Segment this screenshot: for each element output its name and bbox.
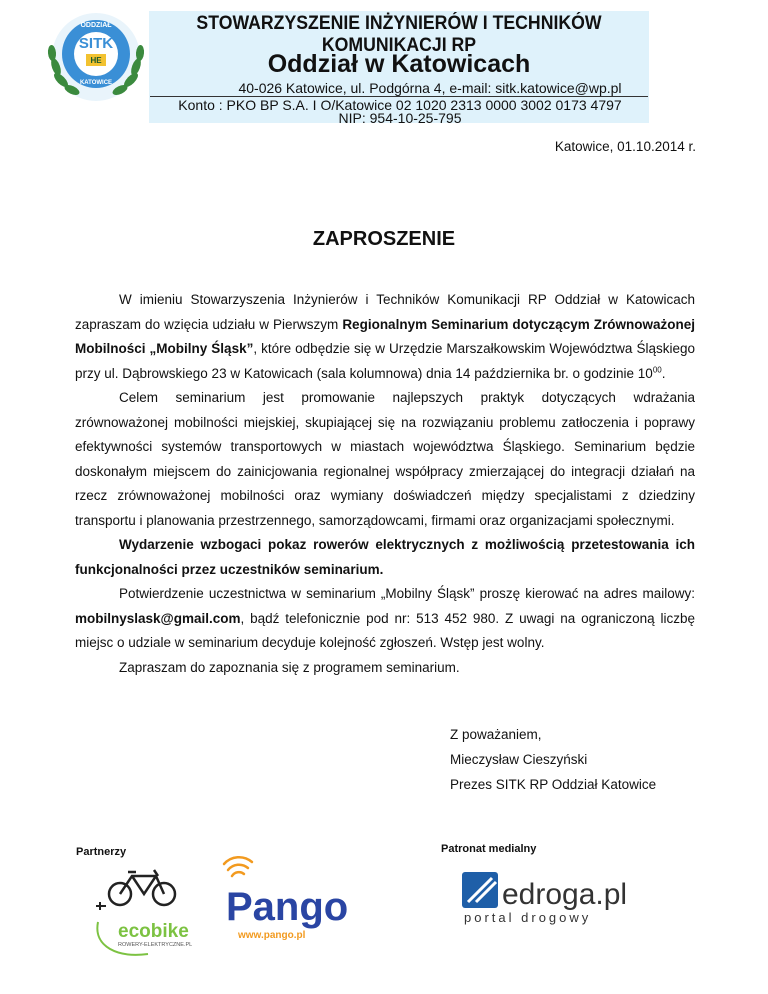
edroga-logo: [462, 868, 628, 925]
pango-name: Pango: [226, 885, 349, 929]
signer-role: Prezes SITK RP Oddział Katowice: [450, 777, 657, 792]
edroga-tagline: portal drogowy: [464, 910, 592, 925]
sitk-logo: [42, 12, 150, 102]
svg-text:HE: HE: [90, 56, 102, 65]
signature-block: [450, 722, 656, 797]
paragraph-event: Wydarzenie wzbogaci pokaz rowerów elektrycznych z możliwością przetestowania ich funkcjonalności przez uczestników seminarium.: [75, 537, 695, 577]
address-line: 40-026 Katowice, ul. Podgórna 4, e-mail: sitk.katowice@wp.pl: [238, 80, 622, 96]
partners-label: Partnerzy: [76, 846, 127, 858]
ecobike-name: ecobike: [118, 921, 189, 942]
signer-name: Mieczysław Cieszyński: [450, 752, 588, 767]
letter-date: Katowice, 01.10.2014 r.: [554, 139, 696, 154]
closing-regards: Z poważaniem,: [450, 727, 542, 742]
seminar-name: Regionalnym Seminarium dotyczącym Zrównoważonej Mobilności „Mobilny Śląsk”: [75, 316, 695, 356]
paragraph-goal: Celem seminarium jest promowanie najlepszych praktyk dotyczących wdrażania zrównoważonej mobilności miejskiej, skupiającej się na rozwiązaniu problemu zatłoczenia i poprawy efektywności systemów transportowych w miastach województwa Śląskiego. Seminarium będzie doskonałym miejscem do zainicjowania regionalnej współpracy zmierzającej do integracji działań na rzecz zrównoważonej mobilności oraz wymiany doświadczeń między specjalistami z dziedziny transportu i planowania przestrzennego, samorządowcami, firmami oraz organizacjami społecznymi.: [75, 390, 695, 528]
org-name: STOWARZYSZENIE INŻYNIERÓW I TECHNIKÓW KOMUNIKACJI RP: [196, 13, 602, 56]
nip-number: NIP: 954-10-25-795: [338, 110, 462, 126]
pango-url: www.pango.pl: [238, 930, 306, 941]
paragraph-program: Zapraszam do zapoznania się z programem seminarium.: [119, 659, 460, 675]
edroga-name: edroga.pl: [502, 878, 628, 911]
paragraph-registration: Potwierdzenie uczestnictwa w seminarium „Mobilny Śląsk” proszę kierować na adres mailowy: mobilnyslask@gmail.com, bądź telefonicznie pod nr: 513 452 980. Z uwagi na ograniczoną liczbę miejsc o udziale w seminarium decyduje kolejność zgłoszeń. Wstęp jest wolny.: [75, 586, 695, 650]
ecobike-tagline: ROWERY-ELEKTRYCZNE.PL: [118, 942, 193, 948]
logo-top-text: ODDZIAŁ: [80, 22, 112, 29]
branch-name: Oddział w Katowicach: [267, 50, 531, 78]
letter-title: ZAPROSZENIE: [312, 228, 456, 250]
letter-body: [75, 288, 695, 680]
pango-logo: [224, 862, 359, 948]
bank-account: Konto : PKO BP S.A. I O/Katowice 02 1020 2313 0000 3002 0173 4797: [178, 97, 622, 113]
paragraph-invitation: W imieniu Stowarzyszenia Inżynierów i Techników Komunikacji RP Oddział w Katowicach zapraszam do wzięcia udziału w Pierwszym Regionalnym Seminarium dotyczącym Zrównoważonej Mobilności „Mobilny Śląsk”, które odbędzie się w Urzędzie Marszałkowskim Województwa Śląskiego przy ul. Dąbrowskiego 23 w Katowicach (sala kolumnowa) dnia 14 października br. o godzinie $10^{00}$.: [75, 292, 695, 381]
ecobike-logo: [88, 862, 216, 958]
logo-center-text: SITK: [78, 35, 114, 52]
contact-email[interactable]: mobilnyslask@gmail.com: [75, 610, 241, 626]
logo-bottom-text: KATOWICE: [79, 80, 113, 86]
media-patron-label: Patronat medialny: [441, 843, 537, 855]
